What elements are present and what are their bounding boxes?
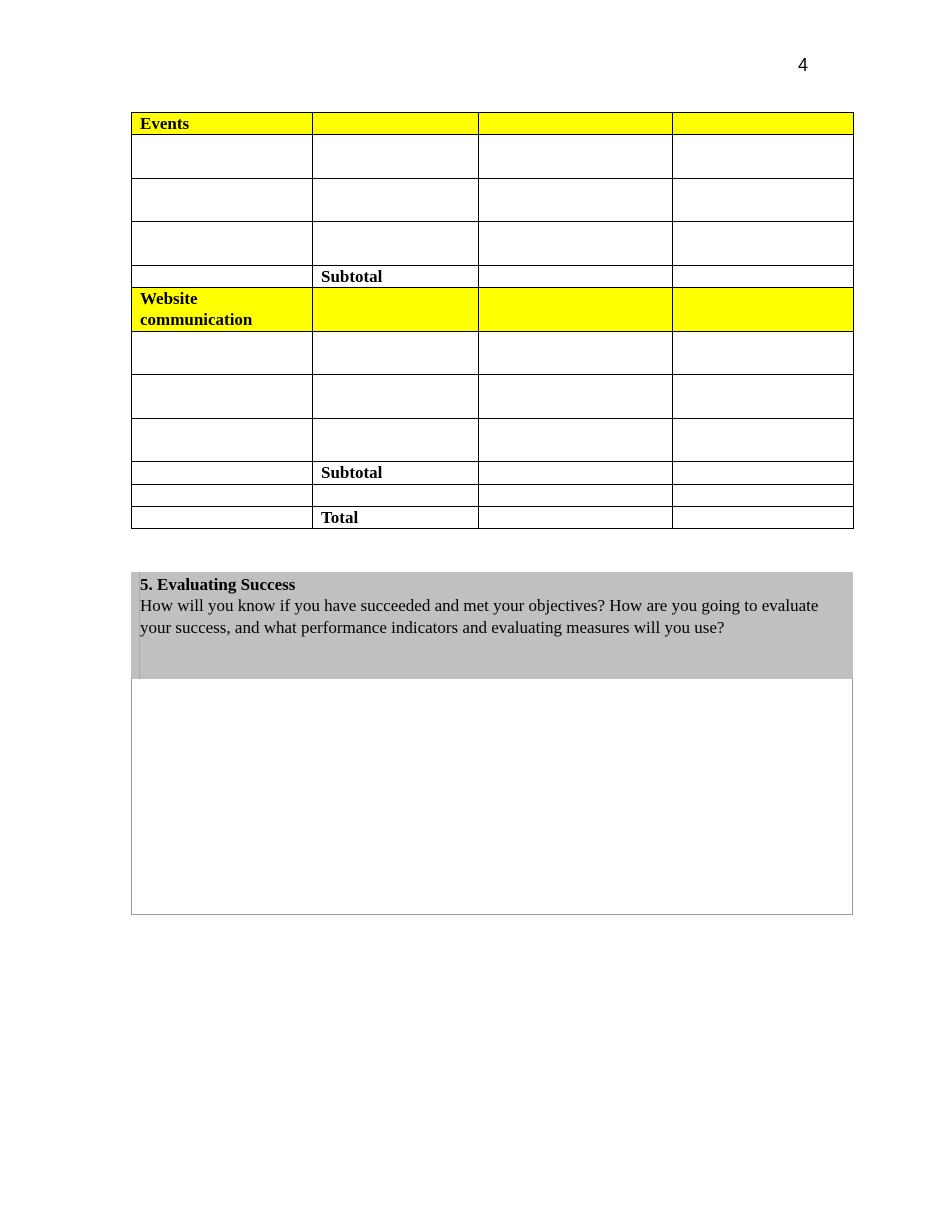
table-cell[interactable] — [132, 375, 313, 419]
table-cell[interactable] — [132, 507, 313, 529]
table-cell[interactable] — [479, 179, 673, 222]
table-cell[interactable] — [479, 288, 673, 332]
table-cell[interactable] — [673, 288, 854, 332]
table-row — [132, 179, 854, 222]
table-cell[interactable] — [313, 485, 479, 507]
table-cell[interactable] — [479, 135, 673, 179]
table-cell[interactable] — [673, 179, 854, 222]
table-cell[interactable] — [313, 135, 479, 179]
evaluating-success-header — [131, 572, 853, 679]
table-row — [132, 485, 854, 507]
table-cell[interactable] — [132, 419, 313, 462]
table-row — [132, 462, 854, 485]
table-cell[interactable] — [673, 135, 854, 179]
table-cell[interactable] — [673, 485, 854, 507]
table-cell[interactable] — [132, 485, 313, 507]
table-cell[interactable] — [313, 113, 479, 135]
page-number: 4 — [798, 55, 809, 75]
table-cell[interactable] — [673, 222, 854, 266]
table-cell[interactable] — [673, 507, 854, 529]
table-cell[interactable] — [479, 419, 673, 462]
budget-table — [131, 112, 854, 529]
table-cell[interactable] — [479, 113, 673, 135]
table-cell[interactable] — [673, 113, 854, 135]
table-cell[interactable] — [313, 419, 479, 462]
table-cell[interactable] — [479, 332, 673, 375]
table-section-row — [132, 288, 854, 332]
table-row — [132, 375, 854, 419]
table-cell[interactable]: Website communication — [132, 288, 313, 332]
table-cell[interactable] — [673, 462, 854, 485]
table-cell[interactable] — [132, 266, 313, 288]
table-cell[interactable] — [313, 179, 479, 222]
table-cell[interactable] — [132, 462, 313, 485]
table-cell[interactable] — [132, 135, 313, 179]
table-row — [132, 266, 854, 288]
table-cell[interactable] — [132, 179, 313, 222]
table-cell[interactable] — [313, 288, 479, 332]
table-cell[interactable] — [132, 222, 313, 266]
table-cell[interactable]: Subtotal — [313, 266, 479, 288]
table-cell[interactable] — [479, 507, 673, 529]
table-cell[interactable] — [313, 332, 479, 375]
table-section-row — [132, 113, 854, 135]
table-row — [132, 507, 854, 529]
table-cell[interactable] — [479, 222, 673, 266]
table-cell[interactable] — [673, 332, 854, 375]
table-row — [132, 419, 854, 462]
table-row — [132, 222, 854, 266]
table-cell[interactable] — [313, 222, 479, 266]
section-prompt: How will you know if you have succeeded and met your objectives? How are you going to evaluate your success, and what performance indicators and evaluating measures will you use? — [140, 596, 819, 637]
section-title: 5. Evaluating Success — [140, 575, 296, 594]
table-cell[interactable]: Total — [313, 507, 479, 529]
table-row — [132, 332, 854, 375]
table-cell[interactable] — [479, 375, 673, 419]
table-cell[interactable] — [673, 266, 854, 288]
table-cell[interactable]: Events — [132, 113, 313, 135]
table-cell[interactable] — [479, 266, 673, 288]
table-cell[interactable] — [479, 462, 673, 485]
table-cell[interactable] — [673, 375, 854, 419]
table-cell[interactable] — [673, 419, 854, 462]
table-cell[interactable] — [479, 485, 673, 507]
table-cell[interactable] — [313, 375, 479, 419]
table-cell[interactable] — [132, 332, 313, 375]
evaluating-success-answer-box[interactable] — [131, 679, 853, 915]
table-cell[interactable]: Subtotal — [313, 462, 479, 485]
table-row — [132, 135, 854, 179]
